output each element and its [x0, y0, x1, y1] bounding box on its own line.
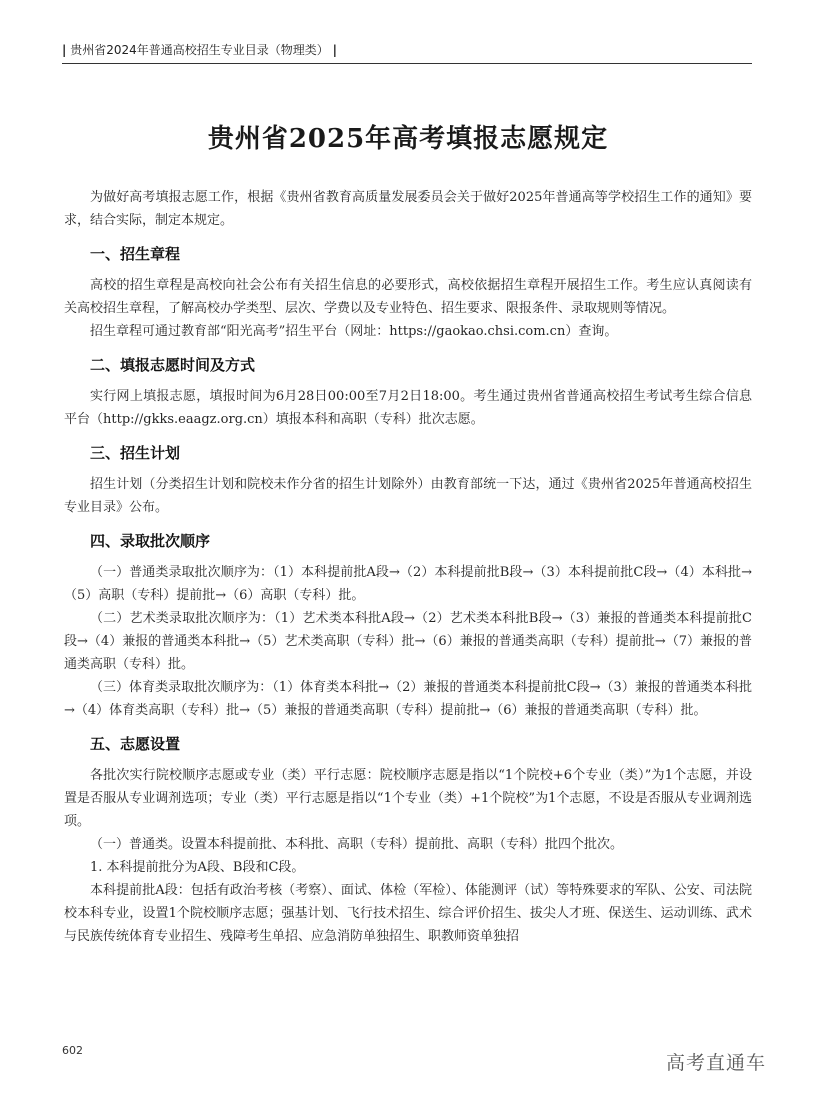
- paragraph: 各批次实行院校顺序志愿或专业（类）平行志愿：院校顺序志愿是指以“1个院校+6个专业（类）”为1个志愿，并设置是否服从专业调剂选项；专业（类）平行志愿是指以“1个专业（类）+1个院校”为1个志愿，不设是否服从专业调剂选项。: [64, 768, 752, 829]
- section-heading-time-method: 二、填报志愿时间及方式: [90, 356, 256, 374]
- page-title: 贵州省2025年高考填报志愿规定: [207, 124, 609, 154]
- running-title: 贵州省2024年普通高校招生专业目录（物理类）: [70, 43, 329, 57]
- paragraph: （一）普通类录取批次顺序为：（1）本科提前批A段→（2）本科提前批B段→（3）本科提前批C段→（4）本科批→（5）高职（专科）提前批→（6）高职（专科）批。: [64, 565, 752, 603]
- page-number: 602: [62, 1044, 83, 1057]
- paragraph: （三）体育类录取批次顺序为：（1）体育类本科批→（2）兼报的普通类本科提前批C段→（3）兼报的普通类本科批→（4）体育类高职（专科）批→（5）兼报的普通类高职（专科）提前批→（6）兼报的普通类高职（专科）批。: [64, 680, 752, 718]
- watermark: 高考直通车: [666, 1052, 767, 1074]
- document-body: [64, 186, 752, 948]
- header-bar-right: |: [332, 43, 337, 57]
- paragraph: 本科提前批A段：包括有政治考核（考察）、面试、体检（军检）、体能测评（试）等特殊要求的军队、公安、司法院校本科专业，设置1个院校顺序志愿；强基计划、飞行技术招生、综合评价招生、拔尖人才班、保送生、运动训练、武术与民族传统体育专业招生、残障考生单招、应急消防单独招生、职教师资单独招: [64, 883, 752, 944]
- paragraph: 招生章程可通过教育部“阳光高考”招生平台（网址：https://gaokao.chsi.com.cn）查询。: [90, 324, 618, 339]
- paragraph: 高校的招生章程是高校向社会公布有关招生信息的必要形式，高校依据招生章程开展招生工作。考生应认真阅读有关高校招生章程，了解高校办学类型、层次、学费以及专业特色、招生要求、限报条件、录取规则等情况。: [64, 278, 752, 316]
- paragraph: 招生计划（分类招生计划和院校未作分省的招生计划除外）由教育部统一下达，通过《贵州省2025年普通高校招生专业目录》公布。: [64, 477, 752, 515]
- paragraph: （二）艺术类录取批次顺序为：（1）艺术类本科批A段→（2）艺术类本科批B段→（3）兼报的普通类本科提前批C段→（4）兼报的普通类本科批→（5）艺术类高职（专科）批→（6）兼报的普通类高职（专科）提前批→（7）兼报的普通类高职（专科）批。: [64, 611, 752, 672]
- paragraph: 1. 本科提前批分为A段、B段和C段。: [90, 860, 305, 875]
- header-rule: [62, 63, 752, 64]
- intro-paragraph: 为做好高考填报志愿工作，根据《贵州省教育高质量发展委员会关于做好2025年普通高等学校招生工作的通知》要求，结合实际，制定本规定。: [64, 190, 752, 228]
- running-header: [62, 42, 752, 58]
- paragraph: 实行网上填报志愿，填报时间为6月28日00:00至7月2日18:00。考生通过贵州省普通高校招生考试考生综合信息平台（http://gkks.eaagz.org.cn）填报本科和高职（专科）批次志愿。: [64, 389, 752, 427]
- paragraph: （一）普通类。设置本科提前批、本科批、高职（专科）提前批、高职（专科）批四个批次。: [90, 837, 624, 852]
- section-heading-charter: 一、招生章程: [90, 245, 181, 263]
- header-bar-left: |: [62, 43, 67, 57]
- section-heading-plan: 三、招生计划: [90, 444, 181, 462]
- section-heading-batch-order: 四、录取批次顺序: [90, 532, 211, 550]
- section-heading-volunteer-setup: 五、志愿设置: [90, 735, 181, 753]
